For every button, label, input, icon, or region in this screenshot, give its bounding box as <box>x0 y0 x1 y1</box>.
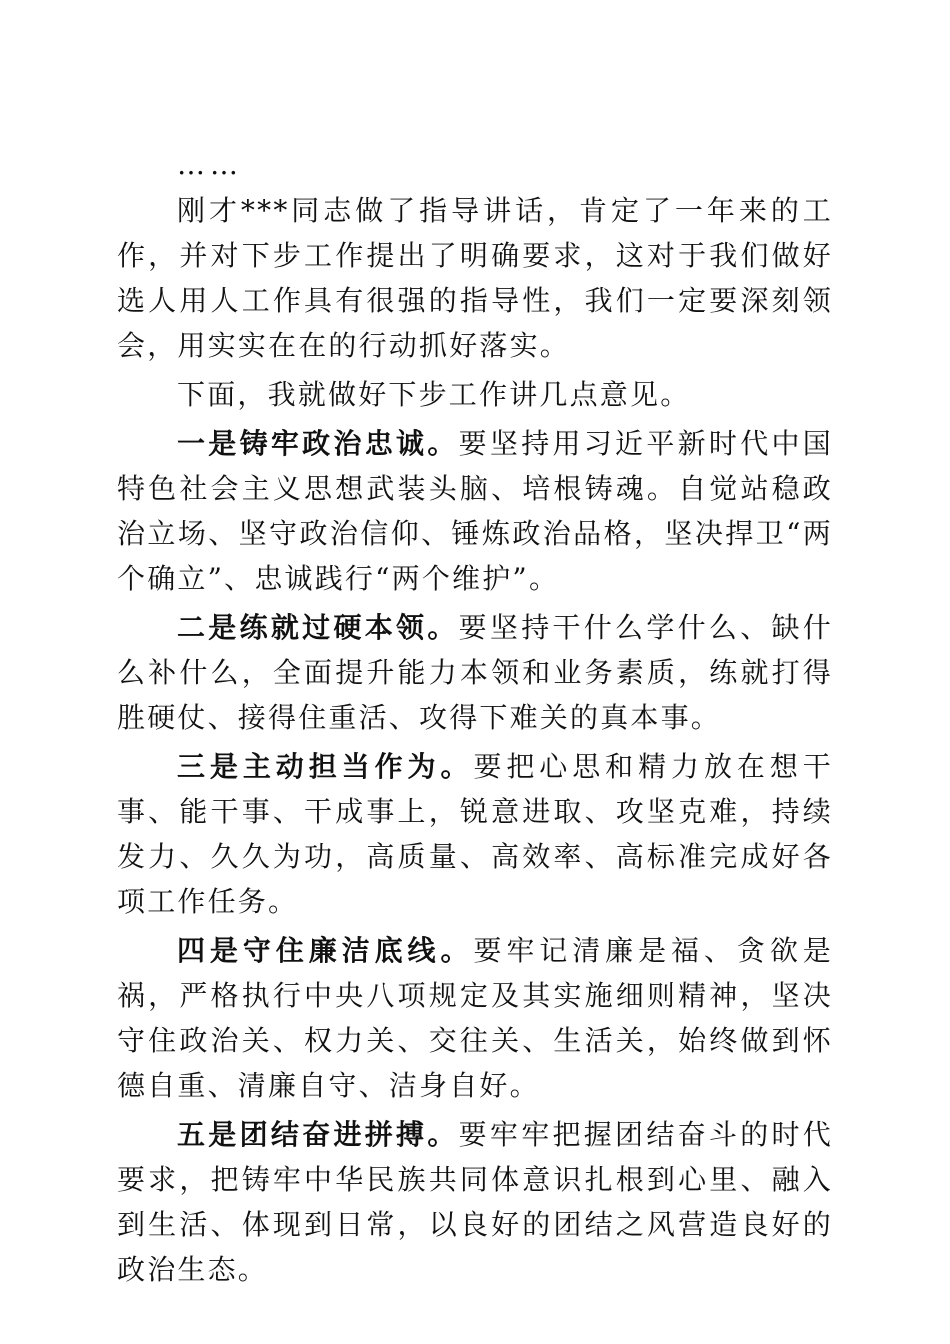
point-1 <box>117 421 833 601</box>
point-2-lead: 二是练就过硬本领。 <box>177 611 459 644</box>
point-5-body: 要牢牢把握团结奋斗的时代要求，把铸牢中华民族共同体意识扎根到心里、融入到生活、体现到日常，以良好的团结之风营造良好的政治生态。 <box>117 1118 833 1286</box>
document-body <box>117 145 833 1292</box>
point-3-lead: 三是主动担当作为。 <box>177 750 474 783</box>
point-3-body: 要把心思和精力放在想干事、能干事、干成事上，锐意进取、攻坚克难，持续发力、久久为功，高质量、高效率、高标准完成好各项工作任务。 <box>117 750 833 918</box>
point-4-body: 要牢记清廉是福、贪欲是祸，严格执行中央八项规定及其实施细则精神，坚决守住政治关、权力关、交往关、生活关，始终做到怀德自重、清廉自守、洁身自好。 <box>117 934 833 1102</box>
point-5 <box>117 1112 833 1292</box>
point-3 <box>117 744 833 924</box>
point-1-lead: 一是铸牢政治忠诚。 <box>177 427 459 460</box>
paragraph-intro: 刚才***同志做了指导讲话，肯定了一年来的工作，并对下步工作提出了明确要求，这对于我们做好选人用人工作具有很强的指导性，我们一定要深刻领会，用实实在在的行动抓好落实。 <box>117 194 833 362</box>
ellipsis-line: …… <box>177 148 243 181</box>
paragraph-transition: 下面，我就做好下步工作讲几点意见。 <box>177 378 691 411</box>
point-2 <box>117 605 833 740</box>
point-1-body: 要坚持用习近平新时代中国特色社会主义思想武装头脑、培根铸魂。自觉站稳政治立场、坚守政治信仰、锤炼政治品格，坚决捍卫“两个确立”、忠诚践行“两个维护”。 <box>117 427 833 595</box>
point-2-body: 要坚持干什么学什么、缺什么补什么，全面提升能力本领和业务素质，练就打得胜硬仗、接得住重活、攻得下难关的真本事。 <box>117 611 833 734</box>
point-4-lead: 四是守住廉洁底线。 <box>177 934 474 967</box>
point-5-lead: 五是团结奋进拼搏。 <box>177 1118 459 1151</box>
point-4 <box>117 928 833 1108</box>
